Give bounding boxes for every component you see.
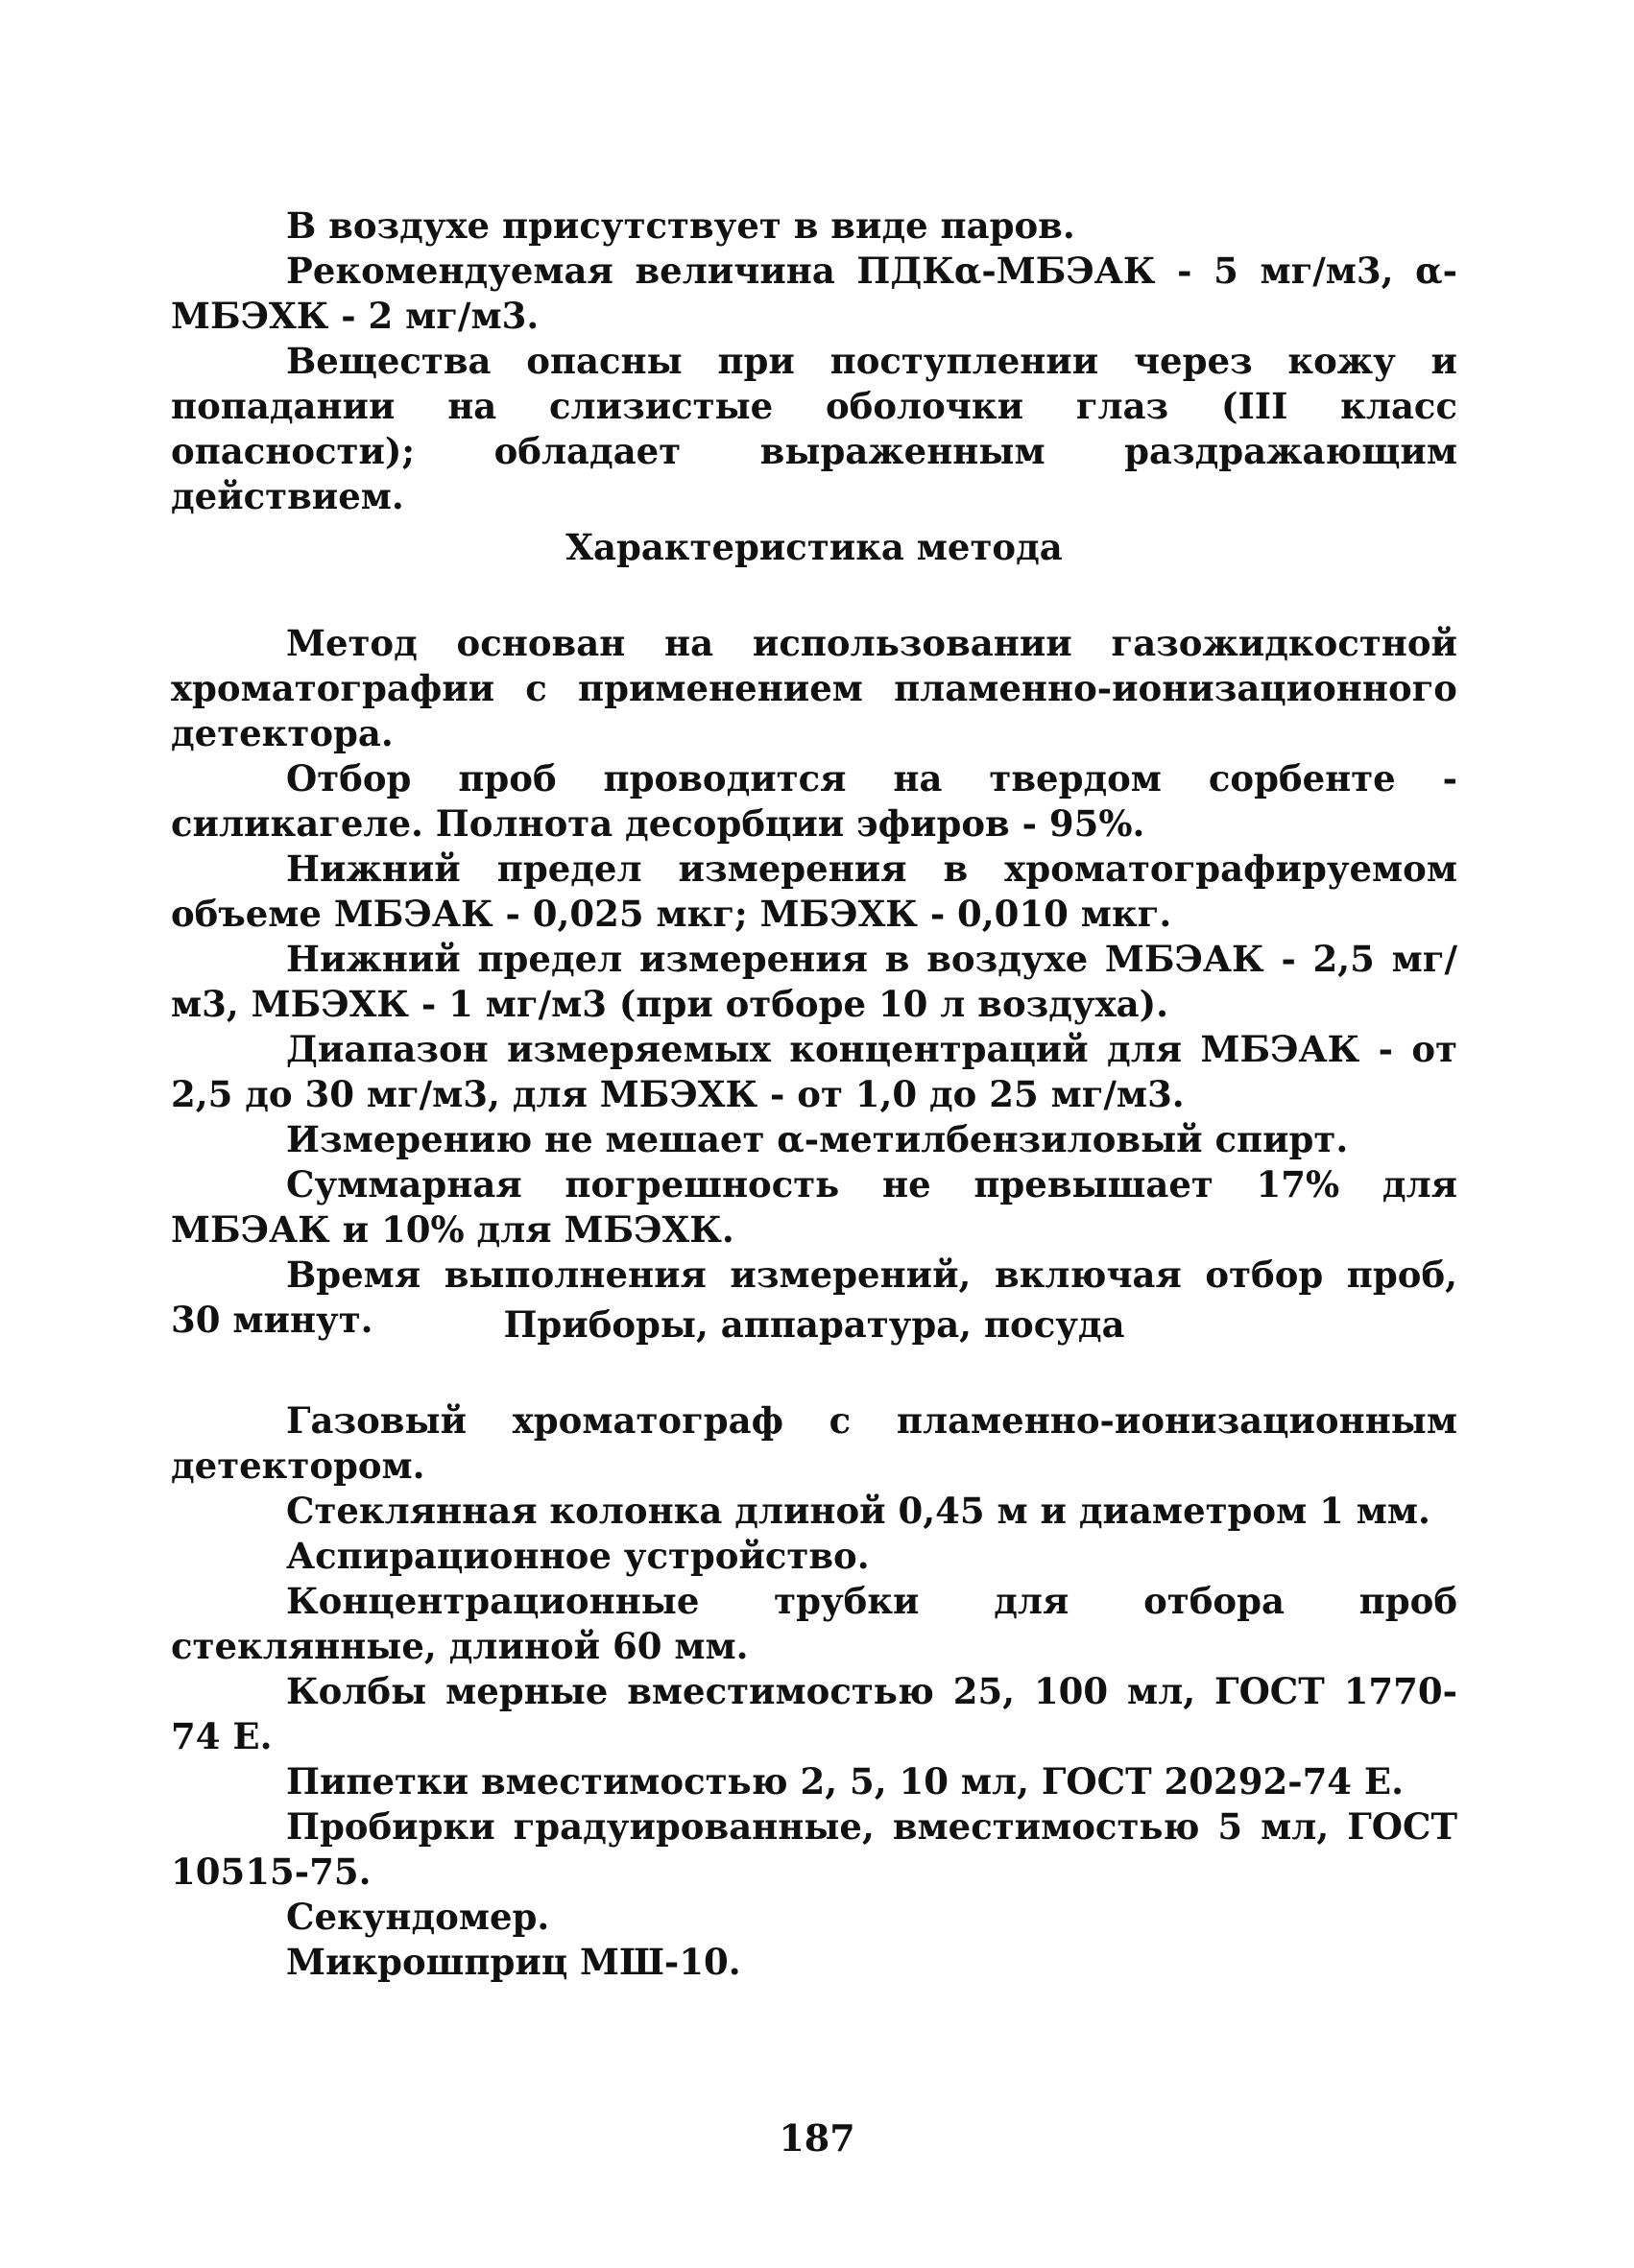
equipment-item: Газовый хроматограф с пламенно-ионизационным детектором. — [171, 1399, 1457, 1487]
method-paragraph: Отбор проб проводится на твердом сорбенте - силикагеле. Полнота десорбции эфиров - 95%. — [171, 757, 1457, 845]
method-paragraph: Нижний предел измерения в хроматографируемом объеме МБЭАК - 0,025 мкг; МБЭХК - 0,010 мкг. — [171, 848, 1457, 935]
equipment-list — [171, 1398, 1457, 1985]
section-equipment-heading: Приборы, аппаратура, посуда — [503, 1303, 1125, 1346]
equipment-item: Концентрационные трубки для отбора проб стеклянные, длиной 60 мм. — [171, 1580, 1457, 1667]
equipment-item: Колбы мерные вместимостью 25, 100 мл, ГОСТ 1770-74 Е. — [171, 1670, 1457, 1757]
method-paragraph: Суммарная погрешность не превышает 17% для МБЭАК и 10% для МБЭХК. — [171, 1163, 1457, 1251]
method-text — [171, 621, 1457, 1343]
method-paragraph: Измерению не мешает α-метилбензиловый спирт. — [286, 1118, 1349, 1160]
equipment-item: Микрошприц МШ-10. — [286, 1941, 741, 1983]
method-paragraph: Метод основан на использовании газожидкостной хроматографии с применением пламенно-ионизационного детектора. — [171, 622, 1457, 754]
page-number: 187 — [779, 2116, 855, 2160]
intro-paragraph-2: Рекомендуемая величина ПДКα-МБЭАК - 5 мг/м3, α-МБЭХК - 2 мг/м3. — [171, 250, 1457, 337]
section-method-heading: Характеристика метода — [565, 526, 1063, 568]
equipment-item: Аспирационное устройство. — [286, 1535, 870, 1577]
method-paragraph: Время выполнения измерений, включая отбор проб, 30 минут. — [171, 1253, 1457, 1341]
equipment-item: Секундомер. — [286, 1896, 550, 1938]
equipment-item: Пипетки вместимостью 2, 5, 10 мл, ГОСТ 20292-74 Е. — [286, 1760, 1405, 1802]
equipment-item: Пробирки градуированные, вместимостью 5 мл, ГОСТ 10515-75. — [171, 1805, 1457, 1893]
equipment-item: Стеклянная колонка длиной 0,45 м и диаметром 1 мм. — [286, 1490, 1430, 1532]
method-paragraph: Нижний предел измерения в воздухе МБЭАК - 2,5 мг/м3, МБЭХК - 1 мг/м3 (при отборе 10 л воздуха). — [171, 938, 1457, 1025]
intro-text — [171, 203, 1457, 519]
intro-paragraph-3: Вещества опасны при поступлении через кожу и попадании на слизистые оболочки глаз (III класс опасности); обладает выраженным раздражающим действием. — [171, 340, 1457, 517]
intro-paragraph-1: В воздухе присутствует в виде паров. — [286, 204, 1075, 247]
method-paragraph: Диапазон измеряемых концентраций для МБЭАК - от 2,5 до 30 мг/м3, для МБЭХК - от 1,0 до 25 мг/м3. — [171, 1028, 1457, 1115]
